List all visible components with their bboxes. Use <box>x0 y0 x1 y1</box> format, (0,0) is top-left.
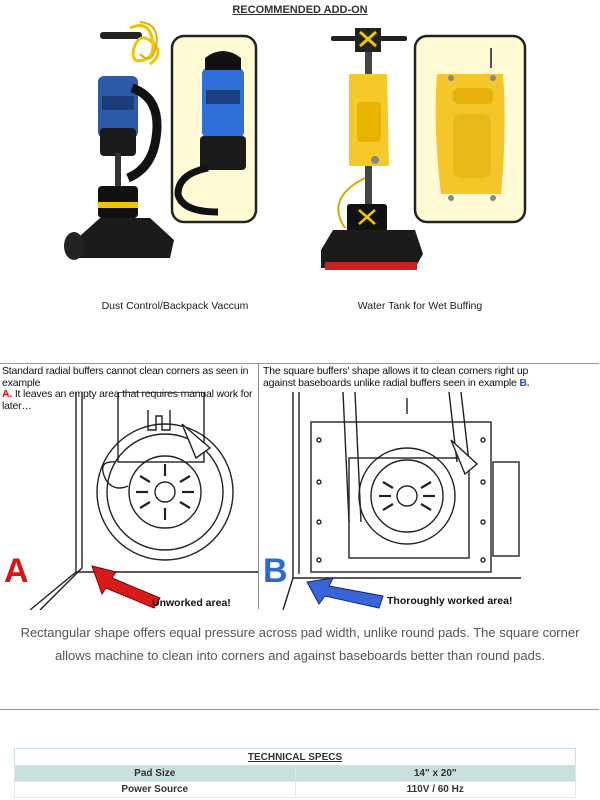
water-tank-product-image <box>305 18 535 280</box>
rectangular-shape-description: Rectangular shape offers equal pressure across pad width, unlike round pads. The square corner allows machine to clean into corners and against baseboards better than round pads. <box>20 625 580 663</box>
blue-arrow-icon <box>307 578 383 608</box>
square-buffer-diagram <box>259 392 521 610</box>
left-caption-line2: It leaves an empty area that requires manual work for later… <box>2 388 253 412</box>
unworked-area-label: Unworked area! <box>152 597 231 609</box>
left-caption-line1: Standard radial buffers cannot clean corners as seen in example <box>2 365 249 389</box>
buffer-base <box>78 218 174 258</box>
table-row <box>15 766 576 782</box>
vacuum-handle <box>100 32 142 39</box>
worked-area-label: Thoroughly worked area! <box>387 595 513 607</box>
backpack-vacuum-product-image <box>60 18 260 280</box>
right-caption-line1: The square buffers' shape allows it to clean corners right up <box>263 365 529 377</box>
radial-buffer-diagram <box>0 392 258 610</box>
spec-label: Power Source <box>15 782 296 798</box>
table-row <box>15 782 576 798</box>
left-inline-letter: A. <box>2 388 13 400</box>
addon-caption-backpack: Dust Control/Backpack Vaccum <box>101 300 249 312</box>
right-caption <box>263 366 553 389</box>
example-letter-b: B <box>263 552 288 590</box>
spec-value: 14" x 20" <box>295 766 576 782</box>
addon-section-title: RECOMMENDED ADD-ON <box>232 4 368 16</box>
right-caption-line2: against baseboards unlike radial buffers seen in example <box>263 376 517 389</box>
right-inline-letter: B. <box>519 376 530 389</box>
spec-label: Pad Size <box>15 766 296 782</box>
technical-specs-table <box>14 748 576 798</box>
specs-title: TECHNICAL SPECS <box>15 749 576 766</box>
addon-caption-water-tank: Water Tank for Wet Buffing <box>357 300 483 312</box>
example-letter-a: A <box>4 552 29 590</box>
spec-value: 110V / 60 Hz <box>295 782 576 798</box>
